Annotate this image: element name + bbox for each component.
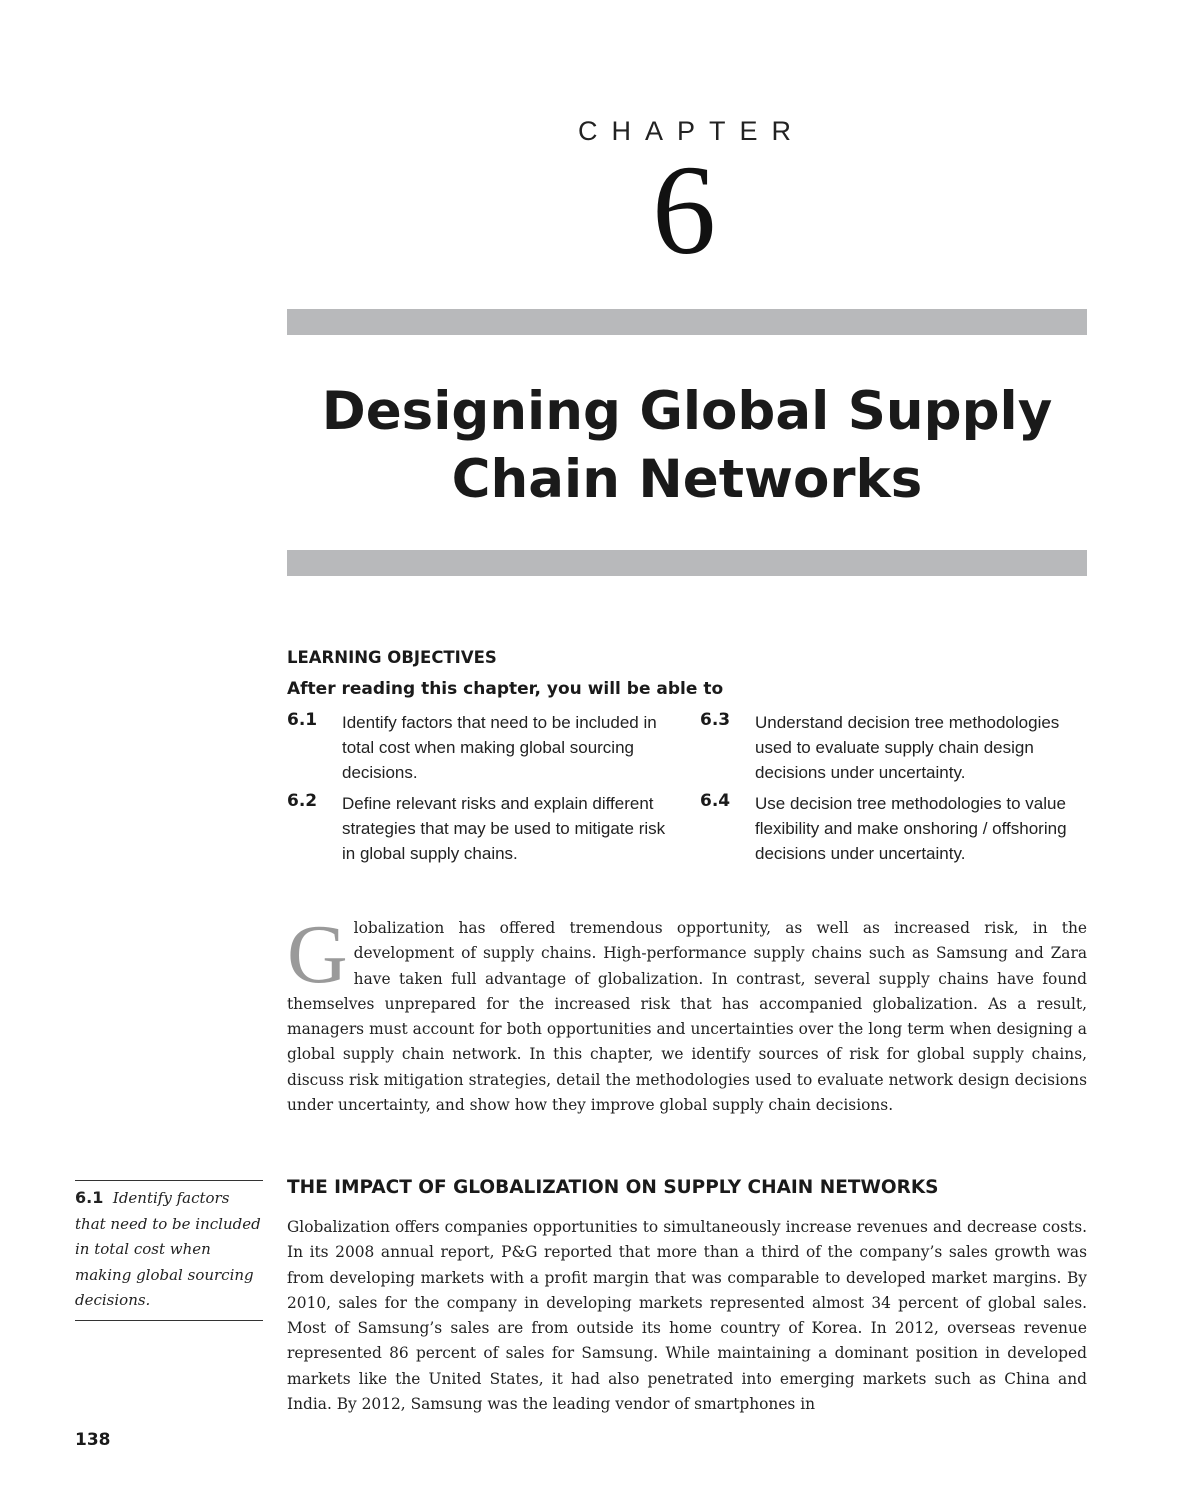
title-rule-bottom (287, 550, 1087, 576)
objective-number: 6.2 (287, 791, 318, 811)
page-number: 138 (75, 1430, 111, 1450)
chapter-title (287, 378, 1087, 514)
learning-objectives-intro: After reading this chapter, you will be able to (287, 679, 724, 699)
margin-note (75, 1180, 263, 1321)
objective-text: Understand decision tree methodologies used to evaluate supply chain design decisions under uncertainty. (755, 713, 1060, 782)
intro-paragraph (287, 908, 1087, 1118)
chapter-label: CHAPTER (578, 116, 806, 146)
margin-note-text: Identify factors that need to be included in total cost when making global sourcing decisions. (75, 1189, 261, 1309)
drop-cap: G (287, 908, 348, 1001)
section-heading: THE IMPACT OF GLOBALIZATION ON SUPPLY CHAIN NETWORKS (287, 1177, 939, 1198)
chapter-title-line-1: Designing Global Supply (321, 381, 1053, 442)
intro-text: lobalization has offered tremendous opportunity, as well as increased risk, in the development of supply chains. High-performance supply chains such as Samsung and Zara have taken full advantage of globalization. In contrast, several supply chains have found themselves unprepared for the increased risk that has accompanied globalization. As a result, managers must account for both opportunities and uncertainties over the long term when designing a global supply chain network. In this chapter, we identify sources of risk for global supply chains, discuss risk mitigation strategies, detail the methodologies used to evaluate network design decisions under uncertainty, and show how they improve global supply chain decisions. (287, 919, 1087, 1115)
chapter-number: 6 (652, 139, 716, 281)
objective-number: 6.1 (287, 710, 318, 730)
objective-text: Use decision tree methodologies to value flexibility and make onshoring / offshoring decisions under uncertainty. (755, 794, 1067, 863)
title-rule-top (287, 309, 1087, 335)
objective-number: 6.4 (700, 791, 731, 811)
objective-text: Identify factors that need to be included in total cost when making global sourcing decisions. (342, 713, 657, 782)
objective-text: Define relevant risks and explain different strategies that may be used to mitigate risk in global supply chains. (342, 794, 666, 863)
learning-objectives-heading: LEARNING OBJECTIVES (287, 648, 497, 667)
chapter-title-line-2: Chain Networks (451, 449, 923, 510)
margin-note-number: 6.1 (75, 1188, 104, 1207)
objective-number: 6.3 (700, 710, 731, 730)
section-body: Globalization offers companies opportunities to simultaneously increase revenues and decrease costs. In its 2008 annual report, P&G reported that more than a third of the company’s sales growth was from developing markets with a profit margin that was comparable to developed market margins. By 2010, sales for the company in developing markets represented almost 34 percent of global sales. Most of Samsung’s sales are from outside its home country of Korea. In 2012, overseas revenue represented 86 percent of sales for Samsung. While maintaining a dominant position in developed markets like the United States, it had also penetrated into emerging markets such as China and India. By 2012, Samsung was the leading vendor of smartphones in (287, 1218, 1087, 1414)
